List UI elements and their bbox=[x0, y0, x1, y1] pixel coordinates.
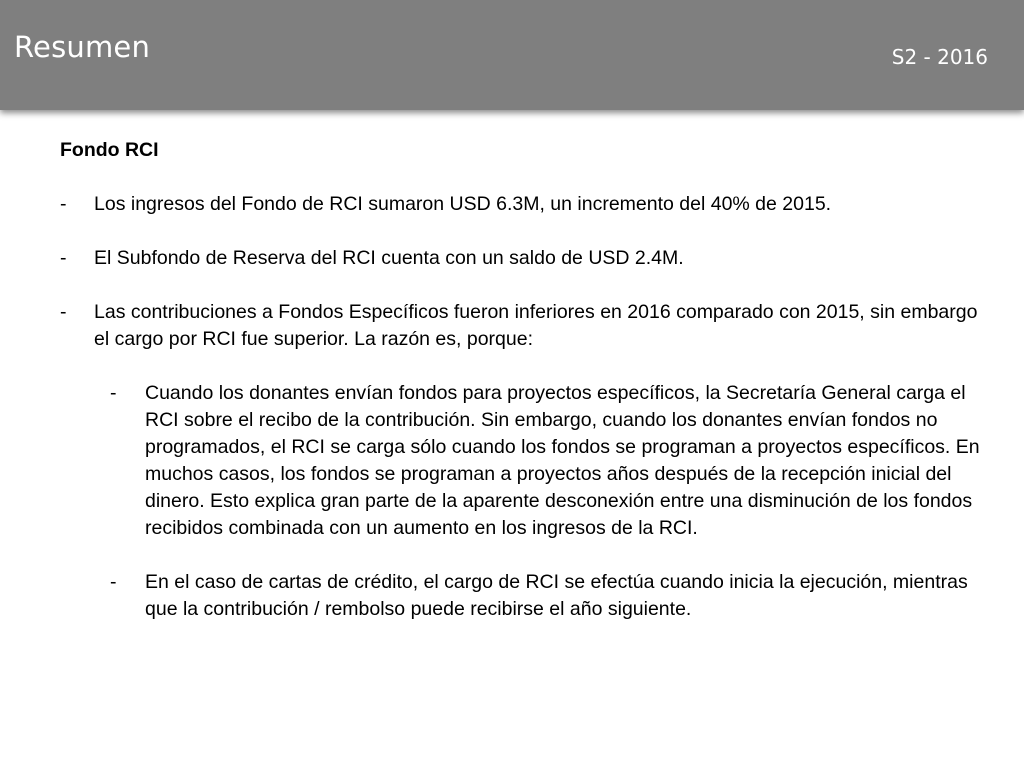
bullet-marker: - bbox=[60, 247, 67, 269]
period-label: S2 - 2016 bbox=[891, 45, 988, 69]
bullet-marker: - bbox=[110, 571, 117, 593]
bullet-text: El Subfondo de Reserva del RCI cuenta con un saldo de USD 2.4M. bbox=[94, 247, 684, 269]
bullet-item bbox=[60, 299, 980, 353]
slide-title: Resumen bbox=[14, 30, 151, 64]
bullet-text: Los ingresos del Fondo de RCI sumaron USD 6.3M, un incremento del 40% de 2015. bbox=[94, 193, 832, 215]
bullet-marker: - bbox=[110, 382, 117, 404]
header-bar bbox=[0, 0, 1024, 110]
bullet-marker: - bbox=[60, 193, 67, 215]
sub-bullet-text: En el caso de cartas de crédito, el cargo de RCI se efectúa cuando inicia la ejecución, mientras que la contribución / rembolso puede recibirse el año siguiente. bbox=[145, 571, 968, 620]
slide-content bbox=[60, 137, 980, 650]
sub-bullet-text: Cuando los donantes envían fondos para proyectos específicos, la Secretaría General carga el RCI sobre el recibo de la contribución. Sin embargo, cuando los donantes envían fondos no programados, el RCI se carga sólo cuando los fondos se programan a proyectos específicos. En muchos casos, los fondos se programan a proyectos años después de la recepción inicial del dinero. Esto explica gran parte de la aparente desconexión entre una disminución de los fondos recibidos combinada con un aumento en los ingresos de la RCI. bbox=[145, 382, 980, 539]
bullet-text: Las contribuciones a Fondos Específicos fueron inferiores en 2016 comparado con 2015, sin embargo el cargo por RCI fue superior. La razón es, porque: bbox=[94, 301, 978, 350]
sub-bullet-item bbox=[110, 380, 980, 542]
section-heading: Fondo RCI bbox=[60, 139, 159, 161]
bullet-marker: - bbox=[60, 301, 67, 323]
sub-bullet-item bbox=[110, 569, 980, 623]
bullet-item bbox=[60, 191, 980, 218]
bullet-item bbox=[60, 245, 980, 272]
